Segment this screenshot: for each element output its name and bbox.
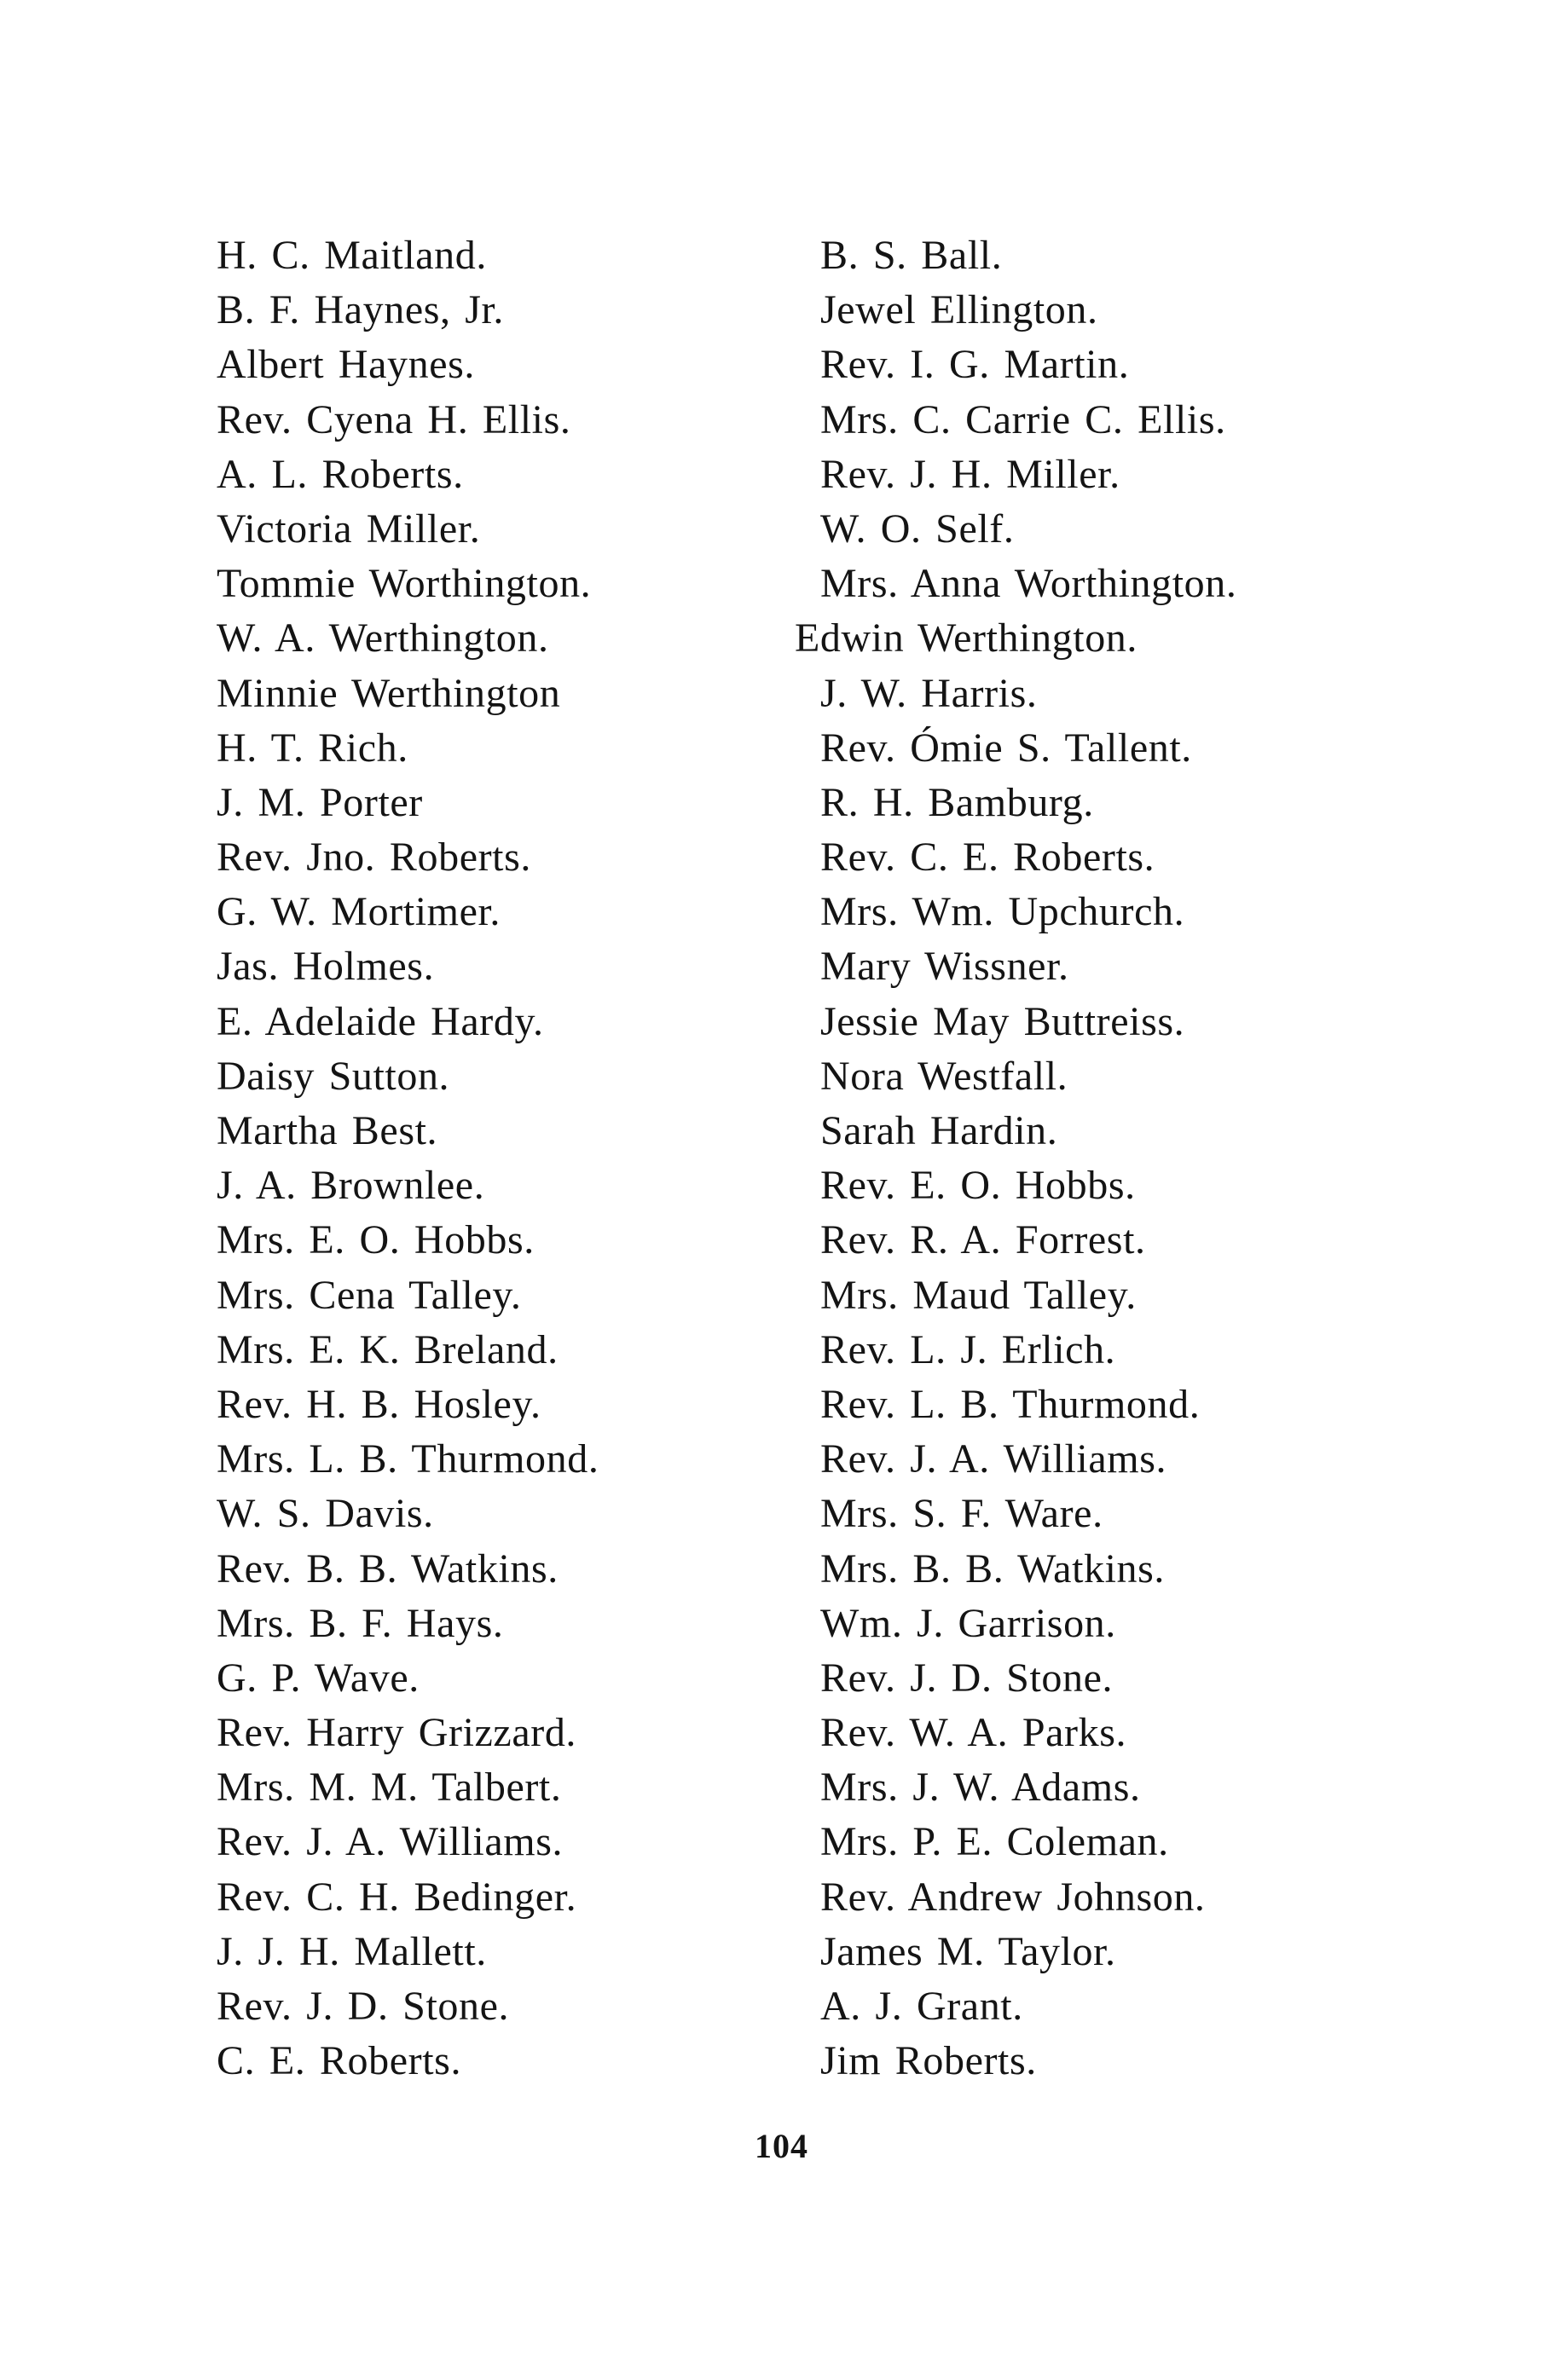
name-entry: Rev. J. D. Stone. [820,1655,1114,1701]
name-entry: Rev. J. A. Williams. [217,1819,564,1865]
name-entry: J. J. H. Mallett. [217,1928,487,1974]
name-entry: Mrs. M. M. Talbert. [217,1765,562,1811]
name-entry: Mrs. C. Carrie C. Ellis. [820,396,1226,442]
name-entry: Daisy Sutton. [217,1053,450,1099]
name-entry: W. O. Self. [820,505,1015,552]
name-entry: Mrs. P. E. Coleman. [820,1819,1169,1865]
name-entry: Rev. H. B. Hosley. [217,1381,541,1427]
name-entry: Albert Haynes. [217,342,475,388]
name-entry: Jewel Ellington. [820,287,1098,333]
name-entry: Jim Roberts. [820,2038,1037,2084]
name-entry: J. W. Harris. [820,670,1038,716]
name-entry: Rev. Harry Grizzard. [217,1710,577,1756]
name-entry: Mrs. E. K. Breland. [217,1326,559,1372]
name-entry: Nora Westfall. [820,1053,1068,1099]
name-entry: Rev. Ómie S. Tallent. [820,725,1192,771]
name-entry: W. S. Davis. [217,1491,434,1537]
name-entry: Rev. J. H. Miller. [820,451,1120,497]
name-entry: Rev. Cyena H. Ellis. [217,396,571,442]
name-entry: W. A. Werthington. [217,615,549,661]
name-entry: Mary Wissner. [820,944,1069,990]
name-entry: J. A. Brownlee. [217,1163,485,1209]
name-entry: C. E. Roberts. [217,2038,462,2084]
name-entry: Rev. Andrew Johnson. [820,1874,1206,1920]
name-entry: B. F. Haynes, Jr. [217,287,505,333]
name-entry: A. J. Grant. [820,1984,1023,2029]
name-entry: G. W. Mortimer. [217,889,501,935]
name-entry: Edwin Werthington. [795,615,1138,661]
page-number: 104 [755,2127,808,2165]
name-entry: H. T. Rich. [217,725,408,771]
name-entry: Jas. Holmes. [217,944,435,990]
name-entry: Rev. L. J. Erlich. [820,1326,1116,1372]
name-entry: Mrs. B. F. Hays. [217,1600,504,1646]
name-entry: E. Adelaide Hardy. [217,998,544,1044]
name-entry: James M. Taylor. [820,1928,1116,1974]
name-entry: Rev. W. A. Parks. [820,1710,1127,1756]
name-entry: Mrs. E. O. Hobbs. [217,1217,535,1263]
name-entry: J. M. Porter [217,779,423,825]
name-entry: Jessie May Buttreiss. [820,998,1185,1044]
left-name-column [217,228,762,2088]
name-entry: Mrs. Anna Worthington. [820,561,1237,607]
name-entry: Mrs. S. F. Ware. [820,1491,1103,1537]
name-entry: Mrs. B. B. Watkins. [820,1545,1166,1591]
name-entry: Rev. B. B. Watkins. [217,1545,559,1591]
name-entry: Martha Best. [217,1108,438,1153]
name-entry: Sarah Hardin. [820,1108,1058,1153]
name-entry: H. C. Maitland. [217,233,487,278]
name-entry: Rev. E. O. Hobbs. [820,1163,1136,1209]
name-entry: Mrs. L. B. Thurmond. [217,1436,599,1482]
name-entry: Rev. Jno. Roberts. [217,835,532,881]
name-entry: Victoria Miller. [217,505,481,552]
name-entry: Rev. C. H. Bedinger. [217,1874,577,1920]
name-entry: Mrs. Cena Talley. [217,1272,522,1318]
name-entry: Rev. I. G. Martin. [820,342,1130,388]
name-entry: Rev. L. B. Thurmond. [820,1381,1201,1427]
name-entry: Rev. C. E. Roberts. [820,835,1155,881]
name-entry: Rev. R. A. Forrest. [820,1217,1146,1263]
name-entry: Wm. J. Garrison. [820,1600,1116,1646]
name-entry: Tommie Worthington. [217,561,592,607]
name-entry: B. S. Ball. [820,233,1003,278]
right-name-column [795,228,1392,2088]
name-entry: A. L. Roberts. [217,451,464,497]
name-entry: Rev. J. D. Stone. [217,1984,510,2029]
name-entry: Minnie Werthington [217,670,561,716]
name-entry: Mrs. J. W. Adams. [820,1765,1141,1811]
name-entry: Mrs. Wm. Upchurch. [820,889,1185,935]
name-entry: R. H. Bamburg. [820,779,1094,825]
name-entry: G. P. Wave. [217,1655,420,1701]
name-entry: Rev. J. A. Williams. [820,1436,1167,1482]
name-entry: Mrs. Maud Talley. [820,1272,1137,1318]
